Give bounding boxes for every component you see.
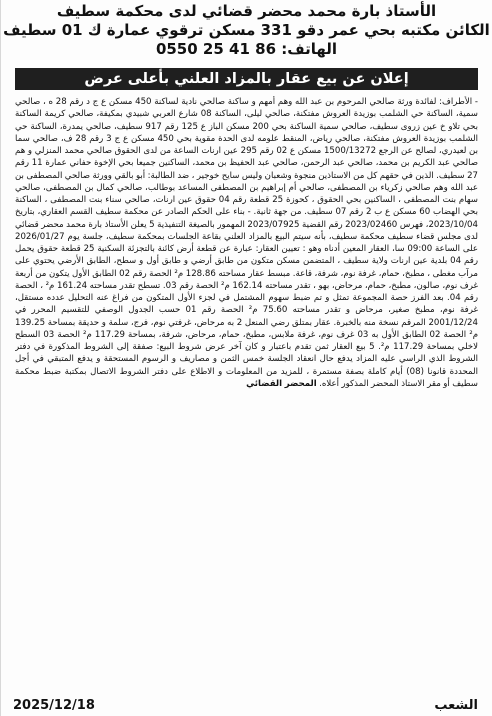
notice-body — [15, 96, 478, 669]
office-address-line: الكائن مكتبه بحي عمر دقو 331 مسكن ترقوي عمارة ك 01 سطيف — [3, 21, 490, 39]
notice-title-banner — [15, 68, 478, 90]
phone-line: الهاتف: 86 41 25 0550 — [155, 40, 338, 58]
notice-title: إعلان عن بيع عقار بالمزاد العلني بأعلى عرض — [84, 71, 409, 87]
publication-date: 2025/12/18 — [13, 697, 95, 713]
newspaper-name: الشعب — [434, 697, 478, 713]
notice-closing-signature: المحضر القضائي — [246, 378, 317, 389]
notice-body-text: - الأطراف: لفائدة ورثة صالحي المرحوم بن عبد الله وهم أمهم و ساكنة صالحي نادية لساكنة 450 مسكن ع ج د رقم 28 ه ، صالحي سمية، الساكنة حي الشلمب بوزيدة العروش مفتكنة، صالحي ليلى، الساكنة 08 شارع العربي شبيدي بمكيفة، صالحي كريمة الساكنة بحي تلاو خ عين زروى سطيف، صالحي سمية الساكنة بحي 200 مسكن الباز ع 125 رقم 917 سطيف، صالحي يمدرة، الساكنة حي الشلمب بوزيدة العروش مفتكنة، صالحي رياض، المنقط علومه لدى الحدة مقوية بحي 450 مسكن ع ج 3 رقم 28 ف، صالحي سما بن لعيدري، لصالح عن الرجع 1500/13272 مسكن ع 02 رقم 295 عين ارنات الساعة من لدى الحقوق صالحي محمد المنزلي و هم صالحي عبد الكريم بن محمد، صالحي عبد الرحمن، صالحي عبد الحفيظ بن محمد، الساكنين جميعا بحي الإخوة حفاني عمارة 11 رقم 27 سطيف. الذين في حقهم كل من الاستاذين منجوة وشعبان وليس سايح خوجير ، ضد الطالبة: أبو بالقي وورثة صالحي المصطفى بن عبد الله وهم صالحي زكرياء بن المصطفى، صالحي أم إبراهيم بن المصطفى المساعد بوطالب، صالحي كمال بن المصطفى، صالحي سهام بنت المصطفى ، الساكنين بحي الحقوق ، كحوزة 25 قطعة رقم 04 حقوق عين ارنات، صالحي سناء بنت المصطفى ، الساكنة بحي الهضاب 60 مسكن ع ب 2 رقم 07 سطيف. من جهة ثانية. - بناء على الحكم الصادر عن محكمة سطيف القسم العقاري، بتاريخ 2023/10/04، فهرس 2023/02460 رقم القضية 2023/07925 المهمور بالصيغة التنفيذية 5 يعلن الأستاذ بارة محمد محضر قضائي لدى مجلس قضاء سطيف محكمة سطيف، بأنه سيتم البيع بالمزاد العلني بقاعة الجلسات بمحكمة سطيف، جلسة يوم 2026/01/27 على الساعة 09:00 سا، العقار المعين أدناه وهو : تعيين العقار: عبارة عن قطعة أرض كائنة بالتجزئة السكنية 25 قطعة حقوق يحمل رقم 04 بلدية عين ارنات ولاية سطيف ، المتضمن مسكن متكون من طابق أرضي و طابق أول و سطح، الطابق الأرضي يحتوي على مرآب مغطى ، مطبخ، حمام، غرفة نوم، شرفة، قاعة. مبسط عقار مساحته 128.86 م² الحصة رقم 02 الطابق الأول يتكون من أربعة غرف نوم، صالون، مطبخ، حمام، مرحاض، بهو ، تقدر مساحته 162.14 م² الحصة رقم 03. تسطح تقدر مساحته 161.24 م² ، الحصة رقم 04. بعد الفرز حصة المجموعة تمثل و تم ضبط سهوم المشتمل في لجزء الأول المتكون من فراغ عنه التحليل عدده مستقل، غرفة نوم، مطبخ صغير، مرحاض و تقدر مساحته 75.60 م² الحصة رقم 01 حسب الجدول الوصفي للتقسيم المحرر في 2001/12/24 المرقم نسخة منه بالخبرة. عقار بمتلق رضي المنعل 2 به مرحاض، غرفتي نوم، فرج، سلمة و حديقة بمساحة 139.25 م² الحصة 02 الطابق الأول به 03 غرف نوم، غرفة ملابس، مطبخ، حمام، مرحاض، شرفة، بمساحة 117.29 م² الحصة 03 السطح لاخلي بمساحة 117.29 م². 5 بيع العقار ثمن تقدم باعتبار و كان آخر عرض شروط البيع: صفقة إلى الشروط المذكورة في دفتر الشروط الذي الراسي عليه المزاد يدفع حال انعقاد الجلسة خمس الثمن و مصاريف و الرسوم المستحقة و يدفع المتبقي في أجل المحددة قانونا (08) أيام كاملة بصفة مستمرة ، للمزيد من المعلومات و الاطلاع على دفتر الشروط الاتصال بمكتبة ضبط محكمة سطيف أو مقر الاستاذ المحضر المذكور أعلاه. — [15, 97, 478, 389]
notice-header — [1, 0, 492, 59]
bailiff-name-line: الأستاذ بارة محمد محضر قضائي لدى محكمة سطيف — [56, 2, 437, 20]
notice-footer — [13, 694, 478, 716]
